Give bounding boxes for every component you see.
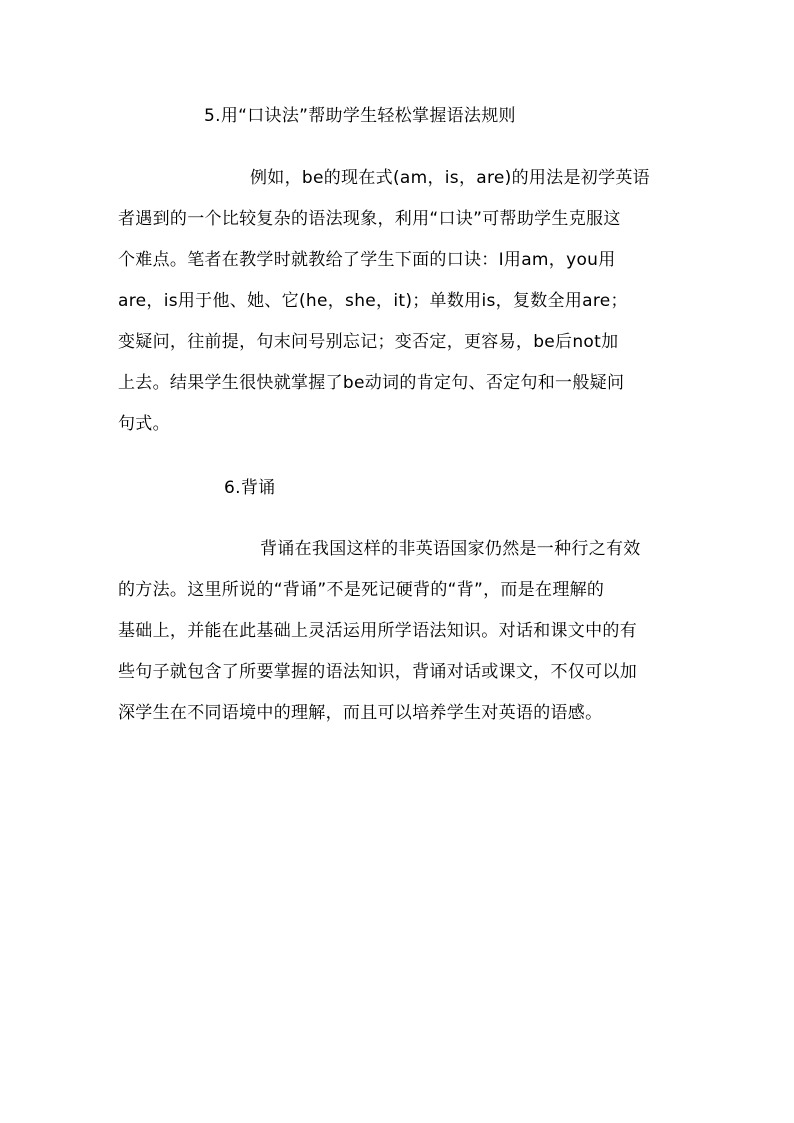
section-6-heading: 6.背诵: [224, 478, 276, 498]
paragraph-line: are，is用于他、她、它(he，she，it)；单数用is，复数全用are；: [118, 291, 628, 311]
paragraph-line: 的方法。这里所说的“背诵”不是死记硬背的“背”，而是在理解的: [118, 580, 605, 600]
paragraph-line: 基础上，并能在此基础上灵活运用所学语法知识。对话和课文中的有: [118, 621, 637, 641]
paragraph-line: 变疑问，往前提，句末问号别忘记；变否定，更容易，be后not加: [118, 332, 619, 352]
paragraph-line: 个难点。笔者在教学时就教给了学生下面的口诀：I用am，you用: [118, 250, 616, 270]
paragraph-line: 者遇到的一个比较复杂的语法现象，利用“口诀”可帮助学生克服这: [118, 209, 621, 229]
paragraph-line: 深学生在不同语境中的理解，而且可以培养学生对英语的语感。: [118, 703, 603, 723]
section-5-heading: 5.用“口诀法”帮助学生轻松掌握语法规则: [204, 106, 516, 126]
paragraph-line: 些句子就包含了所要掌握的语法知识，背诵对话或课文，不仅可以加: [118, 662, 637, 682]
paragraph-line: 例如，be的现在式(am，is，are)的用法是初学英语: [250, 168, 650, 188]
paragraph-line: 句式。: [118, 414, 170, 434]
paragraph-line: 上去。结果学生很快就掌握了be动词的肯定句、否定句和一般疑问: [118, 373, 625, 393]
paragraph-line: 背诵在我国这样的非英语国家仍然是一种行之有效: [260, 539, 641, 559]
